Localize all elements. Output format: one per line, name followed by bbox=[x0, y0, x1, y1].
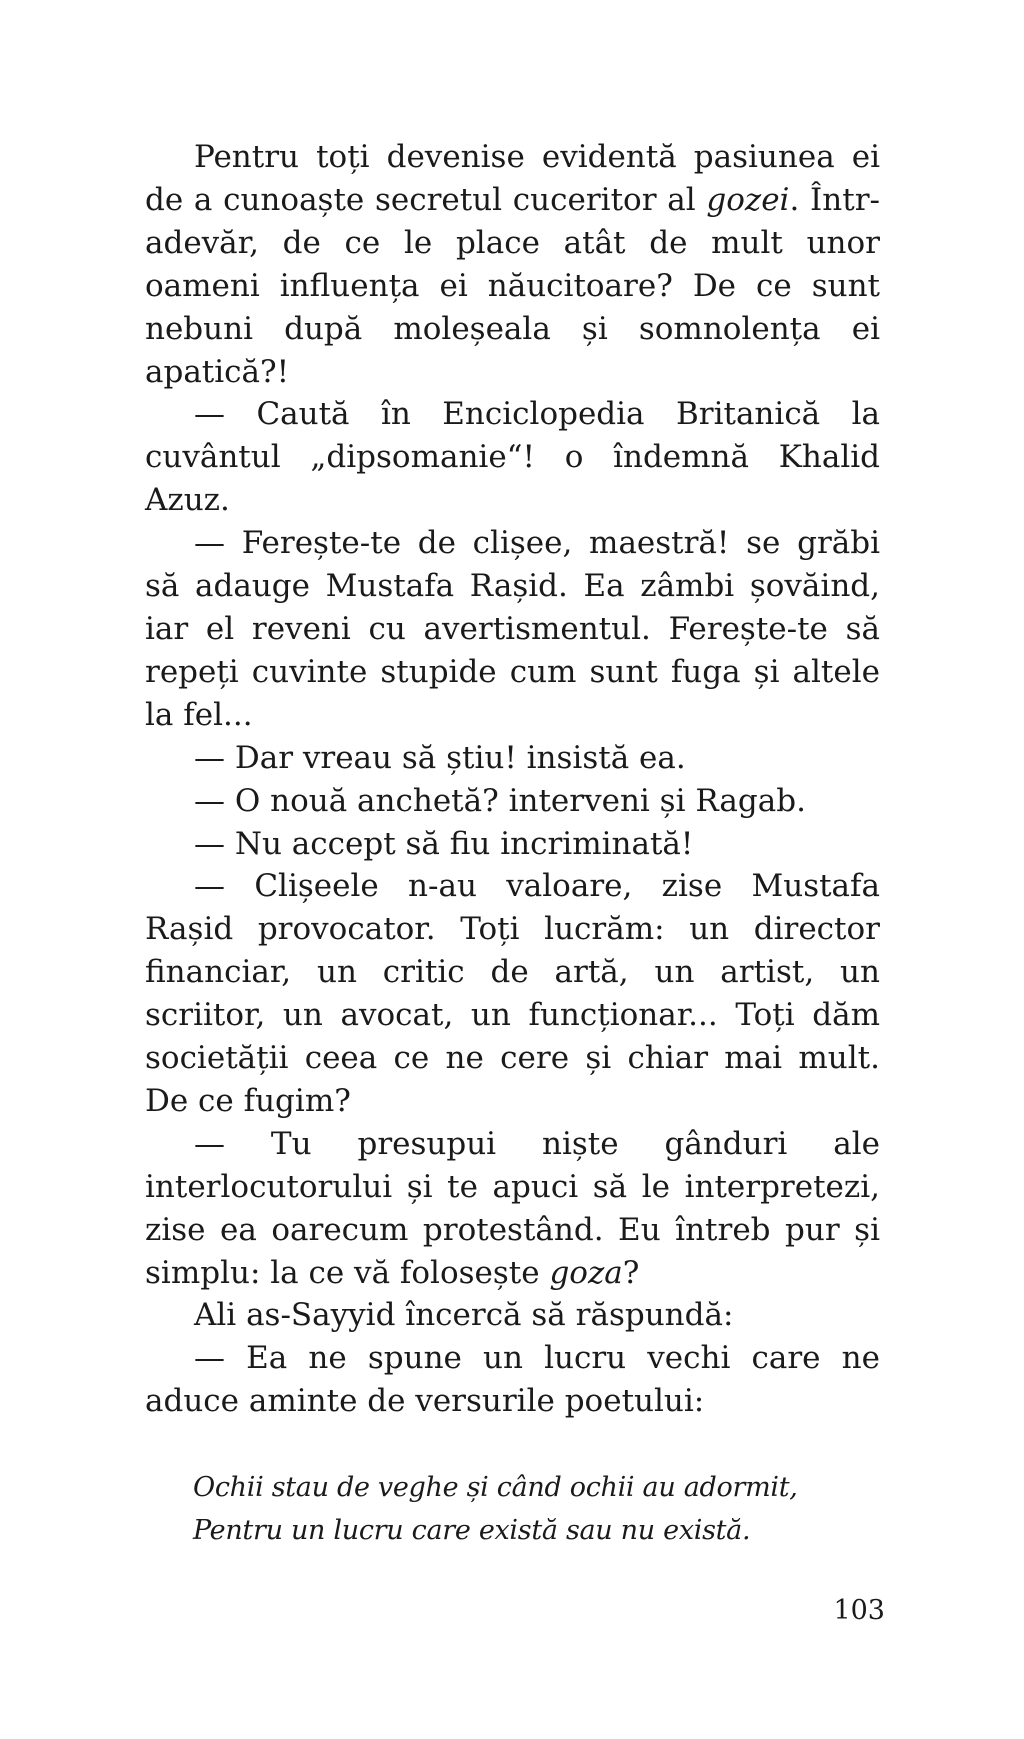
paragraph-text: . Într-adevăr, de ce le place atât de mult unor oameni influența ei năucitoare? De ce sunt nebuni după moleșeala și somnolența ei apatică?! bbox=[145, 181, 881, 390]
paragraph-text: — Tu presupui niște gânduri ale interlocutorului și te apuci să le interpretezi, zise ea oarecum protestând. Eu întreb pur și simplu: la ce vă folosește bbox=[145, 1125, 880, 1291]
verse-line-1: Ochii stau de veghe și când ochii au adormit, bbox=[193, 1472, 798, 1503]
paragraph-9: Ali as-Sayyid încercă să răspundă: bbox=[194, 1297, 734, 1334]
paragraph-4: — Dar vreau să știu! insistă ea. bbox=[194, 739, 686, 776]
paragraph-text: Pentru toți devenise evidentă pasiunea ei de a cunoaște secretul cuceritor al bbox=[145, 139, 880, 218]
paragraph-text: ? bbox=[622, 1254, 640, 1291]
page-number: 103 bbox=[833, 1595, 885, 1626]
italic-word: gozei bbox=[706, 181, 790, 218]
paragraph-3: — Ferește-te de clișee, maestră! se grăbi să adauge Mustafa Rașid. Ea zâmbi șovăind, iar el reveni cu avertismentul. Ferește-te să repeți cuvinte stupide cum sunt fuga și altele la fel... bbox=[145, 525, 880, 733]
paragraph-8 bbox=[145, 1123, 880, 1295]
body-text bbox=[145, 136, 880, 1423]
paragraph-5: — O nouă anchetă? interveni și Ragab. bbox=[194, 782, 806, 819]
paragraph-10: — Ea ne spune un lucru vechi care ne aduce aminte de versurile poetului: bbox=[145, 1340, 880, 1420]
verse-line-2: Pentru un lucru care există sau nu există. bbox=[193, 1515, 751, 1546]
verse-quote bbox=[193, 1466, 913, 1552]
paragraph-6: — Nu accept să fiu incriminată! bbox=[194, 825, 694, 862]
italic-word: goza bbox=[549, 1254, 623, 1291]
paragraph-1 bbox=[145, 136, 880, 393]
paragraph-7: — Clișeele n-au valoare, zise Mustafa Rașid provocator. Toți lucrăm: un director financiar, un critic de artă, un artist, un scriitor, un avocat, un funcționar... Toți dăm societății ceea ce ne cere și chiar mai mult. De ce fugim? bbox=[145, 868, 880, 1119]
paragraph-2: — Caută în Enciclopedia Britanică la cuvântul „dipsomanie“! o îndemnă Khalid Azuz. bbox=[145, 396, 880, 519]
